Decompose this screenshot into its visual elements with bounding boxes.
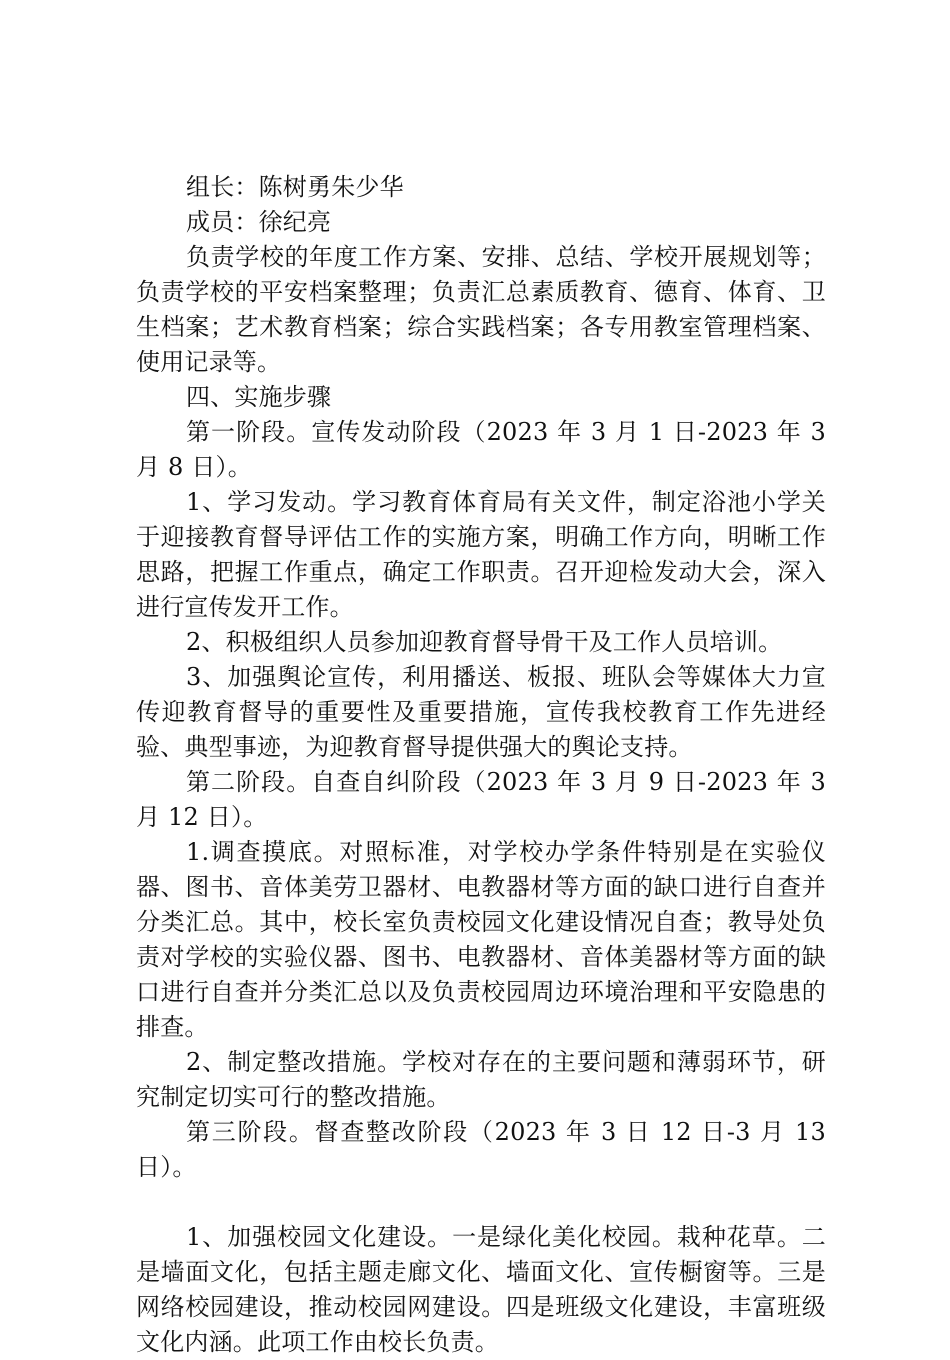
paragraph-stage-one-item-3: 3、加强舆论宣传，利用播送、板报、班队会等媒体大力宣传迎教育督导的重要性及重要措施，宣传我校教育工作先进经验、典型事迹，为迎教育督导提供强大的舆论支持。 — [136, 663, 826, 761]
paragraph-stage-three: 第三阶段。督查整改阶段（2023 年 3 日 12 日-3 月 13 日）。 — [136, 1118, 826, 1181]
paragraph-stage-two-item-1: 1.调查摸底。对照标准，对学校办学条件特别是在实验仪器、图书、音体美劳卫器材、电教器材等方面的缺口进行自查并分类汇总。其中，校长室负责校园文化建设情况自查；教导处负责对学校的实验仪器、图书、电教器材、音体美器材等方面的缺口进行自查并分类汇总以及负责校园周边环境治理和平安隐患的排查。 — [136, 838, 826, 1041]
paragraph-members: 成员：徐纪亮 — [186, 208, 332, 236]
section-heading-implementation-steps: 四、实施步骤 — [186, 383, 332, 411]
paragraph-responsibilities: 负责学校的年度工作方案、安排、总结、学校开展规划等；负责学校的平安档案整理；负责汇总素质教育、德育、体育、卫生档案；艺术教育档案；综合实践档案；各专用教室管理档案、使用记录等。 — [136, 243, 826, 376]
paragraph-group-leader: 组长：陈树勇朱少华 — [186, 173, 404, 201]
paragraph-stage-one-item-1: 1、学习发动。学习教育体育局有关文件，制定浴池小学关于迎接教育督导评估工作的实施方案，明确工作方向，明晰工作思路，把握工作重点，确定工作职责。召开迎检发动大会，深入进行宣传发开工作。 — [136, 488, 826, 621]
paragraph-stage-two-item-2: 2、制定整改措施。学校对存在的主要问题和薄弱环节，研究制定切实可行的整改措施。 — [136, 1048, 826, 1111]
paragraph-stage-three-item-1: 1、加强校园文化建设。一是绿化美化校园。栽种花草。二是墙面文化，包括主题走廊文化、墙面文化、宣传橱窗等。三是网络校园建设，推动校园网建设。四是班级文化建设，丰富班级文化内涵。此项工作由校长负责。 — [136, 1223, 826, 1356]
paragraph-stage-two: 第二阶段。自查自纠阶段（2023 年 3 月 9 日-2023 年 3 月 12 日）。 — [136, 768, 826, 831]
document-body — [136, 170, 826, 1360]
paragraph-stage-one-item-2: 2、积极组织人员参加迎教育督导骨干及工作人员培训。 — [186, 628, 783, 656]
paragraph-stage-one: 第一阶段。宣传发动阶段（2023 年 3 月 1 日-2023 年 3 月 8 日）。 — [136, 418, 826, 481]
